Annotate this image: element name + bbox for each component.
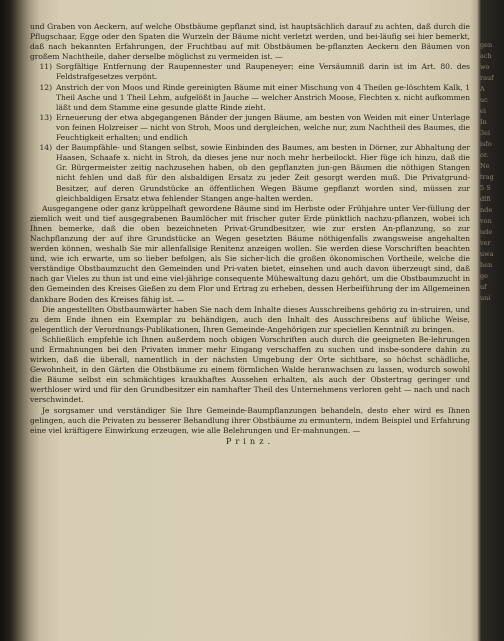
facing-page-fragment: ach <box>480 52 492 60</box>
list-item <box>30 113 470 143</box>
facing-page-fragment: ude <box>480 228 493 236</box>
facing-page-fragment: hen <box>480 261 493 269</box>
facing-page-fragment: ei <box>480 107 486 115</box>
list-item-number: 11) <box>39 62 52 72</box>
facing-page-fragment: or. <box>480 151 489 159</box>
book-gutter-shadow <box>0 0 30 641</box>
facing-page-fragment: 5 S <box>480 184 491 192</box>
facing-page-fragment: isfo <box>480 140 492 148</box>
facing-page-fragment: dlfi <box>480 195 491 203</box>
list-item <box>30 83 470 113</box>
facing-page-fragment: uf <box>480 283 487 291</box>
facing-page-fragment: rauf <box>480 74 494 82</box>
paragraph-instruction: Die angestellten Obstbaumwärter haben Sie nach dem Inhalte dieses Ausschreibens gehörig zu in-struiren, und zu dem Ende ihnen ein Exemplar zu behändigen, auch den Inhalt des Ausschreibens auf übliche Weise, gelegentlich der Verordnungs-Publikationen, Ihren Gemeinde-Angehörigen zur speciellen Kenntniß zu bringen. <box>30 304 470 334</box>
list-item-text: Sorgfältige Entfernung der Raupennester und Raupeneyer; eine Versäumniß darin ist im Art. 80. des Feldstrafgesetzes verpönt. <box>56 62 470 82</box>
facing-page-fragment: von <box>480 217 492 225</box>
paragraph-intro: und Graben von Aeckern, auf welche Obstbäume gepflanzt sind, ist hauptsächlich darauf zu achten, daß durch die Pflugschaar, Egge oder den Spaten die Wurzeln der Bäume nicht verletzt werden, und bei-läufig sei hier bemerkt, daß nach bekannten Erfahrungen, der Fruchtbau auf mit Obstbäumen be-pflanzten Aeckern den Bäumen von großem Nachtheile, daher derselbe möglichst zu vermeiden ist. — <box>30 22 470 62</box>
list-item-text: Anstrich der von Moos und Rinde gereinigten Bäume mit einer Mischung von 4 Theilen ge-löschtem Kalk, 1 Theil Asche und 1 Theil Lehm, aufgelößt in Jauche — welcher Anstrich Moose, Flechten x. nicht aufkommen läßt und dem Stamme eine gesunde glatte Rinde zieht. <box>56 82 470 112</box>
list-item <box>30 62 470 82</box>
facing-page-edge <box>480 40 504 640</box>
list-item-text: der Baumpfähle- und Stangen selbst, sowie Einbinden des Baumes, am besten in Dörner, zur Abhaltung der Haasen, Schaafe x. nicht in Stroh, da dieses jene nur noch mehr herbeilockt. Hier füge ich hinzu, daß die Gr. Bürgermeister zeitig nachzusehen haben, ob den gepflanzten jun-gen Bäumen die nöthigen Stangen nicht fehlen und daß für den alsbaldigen Ersatz zu jeder Zeit gesorgt werden muß. Die Privatgrund-Besitzer, auf deren Grundstücke an öffentlichen Wegen Bäume gepflanzt worden sind, müssen zur gleichbaldigen Ersatz etwa fehlender Stangen ange-halten werden. <box>56 143 470 203</box>
paragraph-closing: Je sorgsamer und verständiger Sie Ihre Gemeinde-Baumpflanzungen behandeln, desto eher wird es Ihnen gelingen, auch die Privaten zu besserer Behandlung ihrer Obstbäume zu ermuntern, indem Beispiel und Erfahrung eine viel kräftigere Einwirkung erzeugen, wie alle Belehrungen und Er-mahnungen. — <box>30 405 470 435</box>
facing-page-fragment: ver <box>480 239 491 247</box>
list-item <box>30 143 470 204</box>
document-page <box>30 22 470 632</box>
facing-page-fragment: wo <box>480 63 490 71</box>
facing-page-fragment: A <box>480 85 485 93</box>
facing-page-fragment: ge <box>480 272 489 280</box>
facing-page-fragment: nde <box>480 206 493 214</box>
list-item-number: 12) <box>39 82 52 92</box>
facing-page-fragment: trag <box>480 173 494 181</box>
facing-page-fragment: In <box>480 118 487 126</box>
list-item-number: 13) <box>39 112 52 122</box>
paragraph-recommendation: Schließlich empfehle ich Ihnen außerdem noch obigen Vorschriften auch durch die geeigneten Be-lehrungen und Ermahnungen bei den Privaten immer mehr Eingang verschaffen zu suchen und insbe-sondere dahin zu wirken, daß die überall, namentlich in der nächsten Umgebung der Orte sichtbare, so höchst schädliche, Gewohnheit, in den Gärten die Obstbäume zu einem förmlichen Walde heranwachsen zu lassen, wodurch sowohl die Bäume selbst ein schmächtiges kraukhaftes Aussehen erhalten, als auch der Obstertrag geringer und werthloser wird und für den Grundbesitzer ein namhafter Theil des Unternehmens verloren geht — nach und nach verschwindet. <box>30 334 470 405</box>
signature: Prinz. <box>225 435 275 446</box>
facing-page-fragment: 3ei <box>480 129 491 137</box>
facing-page-fragment: Ne <box>480 162 490 170</box>
facing-page-fragment: uni <box>480 294 491 302</box>
list-item-text: Erneuerung der etwa abgegangenen Bänder der jungen Bäume, am besten von Weiden mit einer Unterlage von feinen Holzreiser — nicht von Stroh, Moos und dergleichen, welche nur, zum Nachtheil des Baumes, die Feuchtigkeit erhalten; und endlich <box>56 112 470 143</box>
facing-page-fragment: gen <box>480 41 493 49</box>
facing-page-fragment: uwa <box>480 250 494 258</box>
facing-page-fragment: uc <box>480 96 488 104</box>
paragraph-replanting: Ausgegangene oder ganz krüppelhaft gewordene Bäume sind im Herbste oder Frühjahre unter Ver-füllung der ziemlich weit und tief ausgegrabenen Baumlöcher mit frischer guter Erde pünktlich nachzu-pflanzen, wobei ich Ihnen bemerke, daß die oben bezeichneten Privat-Grundbesitzer, wie zur ersten An-pflanzung, so zur Nachpflanzung der auf ihre Grundstücke an Wegen gesetzten Bäume nöthigenfalls zwangsweise angehalten werden können, weshalb Sie mir allenfallsige Renitenz anzeigen wollen. Sie werden diese Vorschriften beachten und, wie ich erwarte, um so lieber befolgen, als Sie sicher-lich die großen ökonomischen Vortheile, welche die verständige Obstbaumzucht den Gemeinden und Pri-vaten bietet, einsehen und auch davon überzeugt sind, daß nach gar Vieles zu thun ist und eine viel-jährige consequente Mühewaltung dazu gehört, um die Obstbaumzucht in den Gemeinden des Kreises Gießen zu dem Flor und Ertrag zu erheben, dessen Herbeiführung der im Allgemeinen dankbare Boden des Kreises fähig ist. — <box>30 203 470 304</box>
list-item-number: 14) <box>39 143 52 153</box>
